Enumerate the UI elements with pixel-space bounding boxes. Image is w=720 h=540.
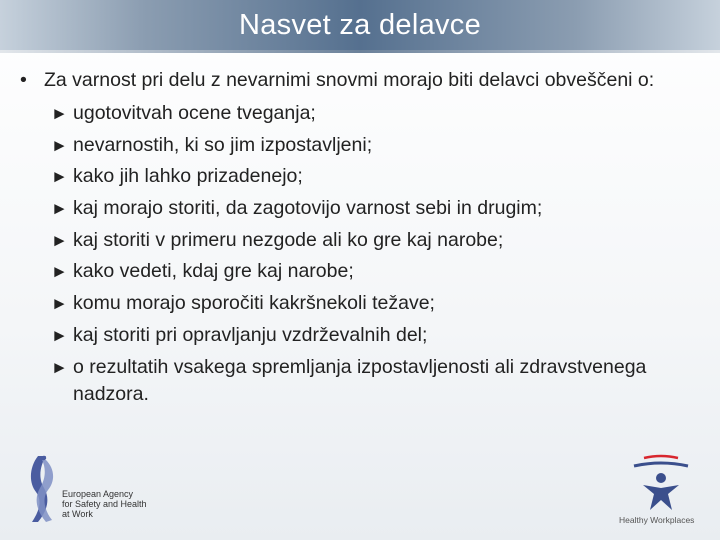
arrow-bullet-icon: ► <box>51 230 68 250</box>
list-item-text: kaj storiti v primeru nezgode ali ko gre kaj narobe; <box>73 228 504 251</box>
list-item <box>51 258 710 285</box>
logo-line: for Safety and Health <box>62 499 147 509</box>
arrow-bullet-icon: ► <box>51 325 68 345</box>
arrow-bullet-icon: ► <box>51 199 68 219</box>
list-item-text: ugotovitvah ocene tveganja; <box>73 102 316 124</box>
slide-title: Nasvet za delavce <box>238 8 482 41</box>
list-item <box>51 132 710 159</box>
slide-content <box>20 66 710 412</box>
list-item <box>51 227 710 254</box>
eu-osha-logo-text <box>62 489 147 519</box>
arrow-bullet-icon: ► <box>51 294 68 314</box>
list-item <box>51 290 710 317</box>
main-bullet <box>20 66 710 94</box>
arrow-bullet-icon: ► <box>51 357 68 377</box>
list-item-text: kako vedeti, kdaj gre kaj narobe; <box>73 260 354 283</box>
list-item <box>51 163 710 190</box>
list-item-text: kaj morajo storiti, da zagotovijo varnost sebi in drugim; <box>73 197 543 220</box>
list-item <box>51 354 710 408</box>
list-item-text: nevarnostih, ki so jim izpostavljeni; <box>73 133 373 156</box>
healthy-workplaces-logo-text: Healthy Workplaces <box>619 515 695 525</box>
list-item <box>51 100 710 127</box>
logo-line: European Agency <box>62 489 134 499</box>
healthy-workplaces-logo-icon <box>616 452 706 522</box>
title-divider <box>0 50 720 53</box>
list-item-text: kaj storiti pri opravljanju vzdrževalnih del; <box>73 323 428 346</box>
title-bar <box>0 0 720 50</box>
list-item <box>51 322 710 349</box>
list-item-text: kako jih lahko prizadenejo; <box>73 165 303 188</box>
list-item-text: o rezultatih vsakega spremljanja izpostavljenosti ali zdravstvenega nadzora. <box>73 355 647 405</box>
list-item-text: komu morajo sporočiti kakršnekoli težave; <box>73 292 435 315</box>
main-bullet-text: Za varnost pri delu z nevarnimi snovmi morajo biti delavci obveščeni o: <box>44 69 655 91</box>
sub-bullet-list <box>51 100 710 408</box>
bullet-icon: • <box>20 69 27 91</box>
arrow-bullet-icon: ► <box>51 262 68 282</box>
arrow-bullet-icon: ► <box>51 135 68 155</box>
list-item <box>51 195 710 222</box>
arrow-bullet-icon: ► <box>51 167 68 187</box>
logo-line: at Work <box>62 509 93 519</box>
arrow-bullet-icon: ► <box>51 104 68 123</box>
